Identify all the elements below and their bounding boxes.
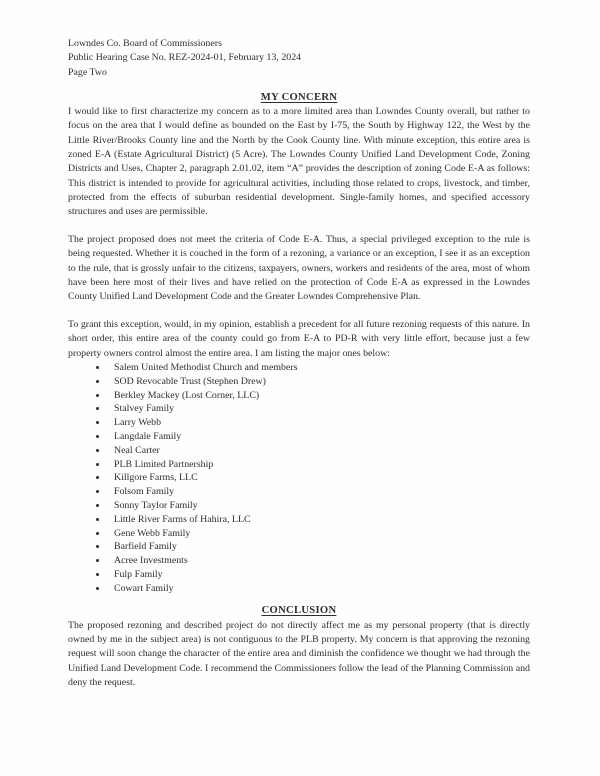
list-item: • Larry Webb xyxy=(108,416,530,430)
my-concern-section xyxy=(68,91,530,596)
list-item: • Acree Investments xyxy=(108,554,530,568)
list-item: • Fulp Family xyxy=(108,568,530,582)
conclusion-section xyxy=(68,604,530,690)
concern-paragraph-1: I would like to first characterize my concern as to a more limited area than Lowndes County overall, but rather to focus on the area that I would define as bounded on the East by I-75, the South by Highway 122, the West by the Little River/Brooks County line and the North by the Cook County line. With minute exception, this entire area is zoned E-A (Estate Agricultural District) (5 Acre). The Lowndes County Unified Land Development Code, Zoning Districts and Uses, Chapter 2, paragraph 2.01.02, item “A” provides the description of zoning Code E-A as follows: This district is intended to provide for agricultural activities, including those related to crops, livestock, and timber, protected from the effects of suburban residential development. Single-family homes, and specified accessory structures and uses are permissible. xyxy=(68,106,530,218)
header-case-line: Public Hearing Case No. REZ-2024-01, February 13, 2024 xyxy=(68,52,302,64)
list-item: • Folsom Family xyxy=(108,485,530,499)
list-item: • Langdale Family xyxy=(108,430,530,444)
list-item: • Stalvey Family xyxy=(108,402,530,416)
list-item: • Barfield Family xyxy=(108,540,530,554)
list-item: • Little River Farms of Hahira, LLC xyxy=(108,513,530,527)
list-item: • Berkley Mackey (Lost Corner, LLC) xyxy=(108,389,530,403)
list-item: • Salem United Methodist Church and members xyxy=(108,361,530,375)
my-concern-heading: MY CONCERN xyxy=(260,91,338,103)
concern-paragraph-3: To grant this exception, would, in my opinion, establish a precedent for all future rezoning requests of this nature. In short order, this entire area of the county could go from E-A to PD-R with very little effort, because just a few property owners control almost the entire area. I am listing the major ones below: xyxy=(68,319,530,359)
conclusion-paragraph: The proposed rezoning and described project do not directly affect me as my personal property (that is directly owned by me in the subject area) is not contiguous to the PLB property. My concern is that approving the rezoning request will soon change the character of the entire area and diminish the confidence we thought we had through the Unified Land Development Code. I recommend the Commissioners follow the lead of the Planning Commission and deny the request. xyxy=(68,619,530,688)
document-header xyxy=(68,37,530,80)
list-item: • Gene Webb Family xyxy=(108,527,530,541)
conclusion-heading: CONCLUSION xyxy=(261,605,337,617)
list-item: • PLB Limited Partnership xyxy=(108,458,530,472)
list-item: • Sonny Taylor Family xyxy=(108,499,530,513)
list-item: • Killgore Farms, LLC xyxy=(108,471,530,485)
header-page-number: Page Two xyxy=(68,66,107,78)
header-org-line: Lowndes Co. Board of Commissioners xyxy=(68,38,222,49)
property-owners-list xyxy=(68,361,530,596)
concern-paragraph-2: The project proposed does not meet the criteria of Code E-A. Thus, a special privileged exception to the rule is being requested. Whether it is couched in the form of a rezoning, a variance or an exception, I see it as an exception to the rule, that is grossly unfair to the citizens, taxpayers, owners, workers and residents of the area, most of whom have been here most of their lives and have relied on the protection of Code E-A as expressed in the Lowndes County Unified Land Development Code and the Greater Lowndes Comprehensive Plan. xyxy=(68,234,530,303)
list-item: • Neal Carter xyxy=(108,444,530,458)
list-item: • Cowart Family xyxy=(108,582,530,596)
list-item: • SOD Revocable Trust (Stephen Drew) xyxy=(108,375,530,389)
